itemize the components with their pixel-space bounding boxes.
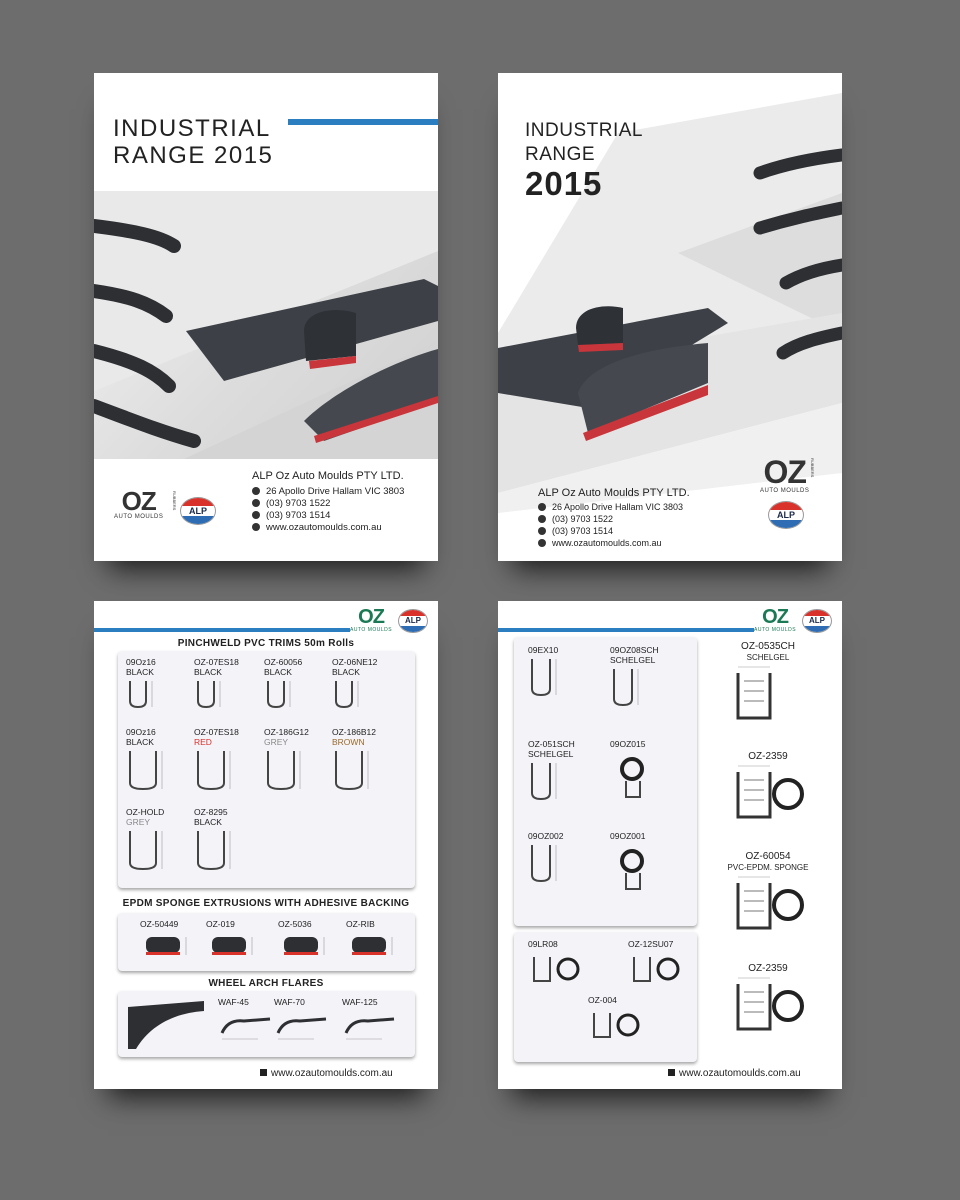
profile-item [528,831,608,887]
phone-row [538,513,683,525]
product-code: OZ-004 [588,995,617,1005]
company-name: ALP Oz Auto Moulds PTY LTD. [252,470,404,482]
phone-icon [252,499,260,507]
profile-diagram [528,951,608,989]
pinchweld-item [194,657,256,713]
flare-item [218,997,280,1043]
web-row [538,537,683,549]
company-name: ALP Oz Auto Moulds PTY LTD. [538,487,690,499]
product-color: BLACK [264,667,292,677]
profile-diagram [194,829,256,875]
footer-url-text: www.ozautomoulds.com.au [271,1068,393,1079]
location-icon [252,487,260,495]
oz-logo [350,607,392,633]
product-code: OZ-60054 [745,851,791,862]
product-code: OZ-5036 [278,919,312,929]
product-code: WAF-45 [218,997,249,1007]
footer-url-text: www.ozautomoulds.com.au [679,1068,801,1079]
profile-diagram [588,1007,668,1045]
oz-logo [760,456,809,494]
cover-year: 2015 [525,165,603,202]
title-line-1: INDUSTRIAL [113,115,271,142]
blue-header-bar [498,628,754,632]
product-code: OZ-RIB [346,919,375,929]
profile-diagram [610,751,690,801]
phone-text: (03) 9703 1522 [266,497,331,509]
profile-diagram [332,749,394,795]
pinchweld-item [332,657,394,713]
profile-diagram [528,761,608,805]
product-color: BLACK [332,667,360,677]
product-code: 09OZ002 [528,831,564,841]
globe-icon [538,539,546,547]
profile-item [708,751,828,835]
product-code: 09OZ015 [610,739,646,749]
profile-diagram [628,951,708,989]
web-text: www.ozautomoulds.com.au [552,538,662,548]
product-code: OZ-50449 [140,919,179,929]
oz-logo-text: OZ [358,606,384,628]
profile-diagram [194,679,256,713]
flare-photo [126,999,206,1051]
profile-item [628,939,708,989]
profile-diagram [194,749,256,795]
product-code: 09LR08 [528,939,558,949]
profile-diagram [278,931,340,961]
alp-logo [180,497,216,525]
profile-diagram [218,1009,280,1043]
flare-item [342,997,404,1043]
product-color: BLACK [194,817,222,827]
phone-text: (03) 9703 1522 [552,514,614,524]
oz-logo-sub: AUTO MOULDS [114,514,164,520]
profile-diagram [610,843,690,893]
alp-logo-text: ALP [803,616,831,626]
pinchweld-item [264,727,326,795]
product-color: BLACK [126,737,154,747]
pinchweld-item [126,657,188,713]
profile-diagram [610,667,690,711]
globe-icon [252,523,260,531]
oz-logo [114,488,163,520]
alp-logo-text: ALP [181,506,215,516]
product-code: OZ-HOLD [126,807,165,817]
product-code: OZ-60056 [264,657,303,667]
oz-logo-sub: AUTO MOULDS [350,627,393,633]
oz-logo-sub: AUTO MOULDS [754,627,797,633]
contact-block [538,501,683,549]
address-text: 26 Apollo Drive Hallam VIC 3803 [266,485,405,497]
profile-item [708,963,828,1047]
pinchweld-item [126,727,188,795]
product-code: OZ-019 [206,919,235,929]
cover-page-2 [498,73,842,561]
profile-item [708,851,828,946]
product-code: WAF-70 [274,997,305,1007]
profile-item [708,641,828,736]
alp-logo [802,609,832,633]
profile-diagram [140,931,202,961]
profile-diagram [708,663,828,736]
profile-diagram [528,843,608,887]
address-row [252,485,404,497]
epdm-item [206,919,268,961]
product-code: OZ-186G12 [264,727,309,737]
bullet-square-icon [668,1069,675,1076]
profile-item [528,939,608,989]
phone-icon [538,515,546,523]
profile-diagram [708,762,828,835]
footer-url [668,1068,801,1079]
product-code: 09EX10 [528,645,559,655]
product-code: OZ-0535CH [741,641,795,652]
fax-icon [252,511,260,519]
product-code: 09Oz16 [126,657,156,667]
oz-logo-sub: AUTO MOULDS [760,488,810,494]
profile-diagram [206,931,268,961]
title-line-2: RANGE [525,144,596,165]
product-code: OZ-186B12 [332,727,376,737]
web-text: www.ozautomoulds.com.au [266,521,382,533]
oz-logo-text: OZ [763,454,806,490]
address-text: 26 Apollo Drive Hallam VIC 3803 [552,502,684,512]
catalog-page-4 [498,601,842,1089]
fax-text: (03) 9703 1514 [552,526,614,536]
profile-diagram [528,657,608,701]
product-code: OZ-07ES18 [194,727,239,737]
blue-header-bar [94,628,350,632]
oz-logo [754,607,796,633]
product-code: OZ-051SCH [528,739,575,749]
product-code: 09OZ08SCH [610,645,659,655]
fax-text: (03) 9703 1514 [266,509,331,521]
product-code: OZ-8295 [194,807,228,817]
product-code: OZ-2359 [748,751,788,762]
epdm-item [346,919,408,961]
profile-item [610,645,690,711]
product-sub: SCHELGEL [746,653,790,662]
fax-icon [538,527,546,535]
bullet-square-icon [260,1069,267,1076]
title-line-1: INDUSTRIAL [525,120,643,141]
oz-logo-side: RUBBERS [810,458,815,478]
product-sub: SCHELGEL [528,749,574,759]
product-color: GREY [126,817,151,827]
alp-logo [398,609,428,633]
pinchweld-item [194,807,256,875]
epdm-item [278,919,340,961]
product-color: GREY [264,737,289,747]
profile-item [528,645,608,701]
product-code: WAF-125 [342,997,378,1007]
address-row [538,501,683,513]
profile-diagram [264,749,326,795]
product-sub: PVC-EPDM. SPONGE [727,863,809,872]
profile-diagram [274,1009,336,1043]
pinchweld-heading: PINCHWELD PVC TRIMS 50m Rolls [177,638,355,649]
profile-diagram [332,679,394,713]
profile-diagram [708,974,828,1047]
epdm-item [140,919,202,961]
profile-diagram [264,679,326,713]
profile-diagram [126,749,188,795]
product-photo [94,191,438,459]
profile-item [588,995,668,1045]
product-code: OZ-07ES18 [194,657,239,667]
location-icon [538,503,546,511]
flares-heading: WHEEL ARCH FLARES [208,978,324,989]
oz-logo-text: OZ [121,486,156,516]
epdm-heading: EPDM SPONGE EXTRUSIONS WITH ADHESIVE BACKING [122,898,410,909]
cover-title [113,115,273,169]
pinchweld-item [194,727,256,795]
profile-item [610,739,690,801]
alp-logo-text: ALP [769,510,803,520]
footer-url [260,1068,393,1079]
phone-row [252,497,404,509]
product-photo [498,133,842,453]
pinchweld-item [264,657,326,713]
product-code: 09Oz16 [126,727,156,737]
profile-diagram [708,873,828,946]
product-color: RED [194,737,212,747]
product-code: 09OZ001 [610,831,646,841]
alp-logo [768,501,804,529]
catalog-page-3 [94,601,438,1089]
blue-accent-bar [288,119,438,125]
oz-logo-side: RUBBERS [172,491,177,511]
profile-diagram [126,679,188,713]
product-code: OZ-2359 [748,963,788,974]
profile-diagram [346,931,408,961]
alp-logo-text: ALP [399,616,427,626]
profile-diagram [126,829,188,875]
product-color: BLACK [126,667,154,677]
fax-row [252,509,404,521]
contact-block [252,485,404,533]
pinchweld-item [126,807,188,875]
profile-diagram [342,1009,404,1043]
profile-item [610,831,690,893]
profile-item [528,739,608,805]
product-code: OZ-12SU07 [628,939,674,949]
flare-item [274,997,336,1043]
product-color: BLACK [194,667,222,677]
oz-logo-text: OZ [762,606,788,628]
product-code: OZ-06NE12 [332,657,378,667]
product-sub: SCHELGEL [610,655,656,665]
web-row [252,521,404,533]
pinchweld-item [332,727,394,795]
cover-page-1 [94,73,438,561]
product-color: BROWN [332,737,365,747]
fax-row [538,525,683,537]
title-line-2: RANGE 2015 [113,142,274,169]
